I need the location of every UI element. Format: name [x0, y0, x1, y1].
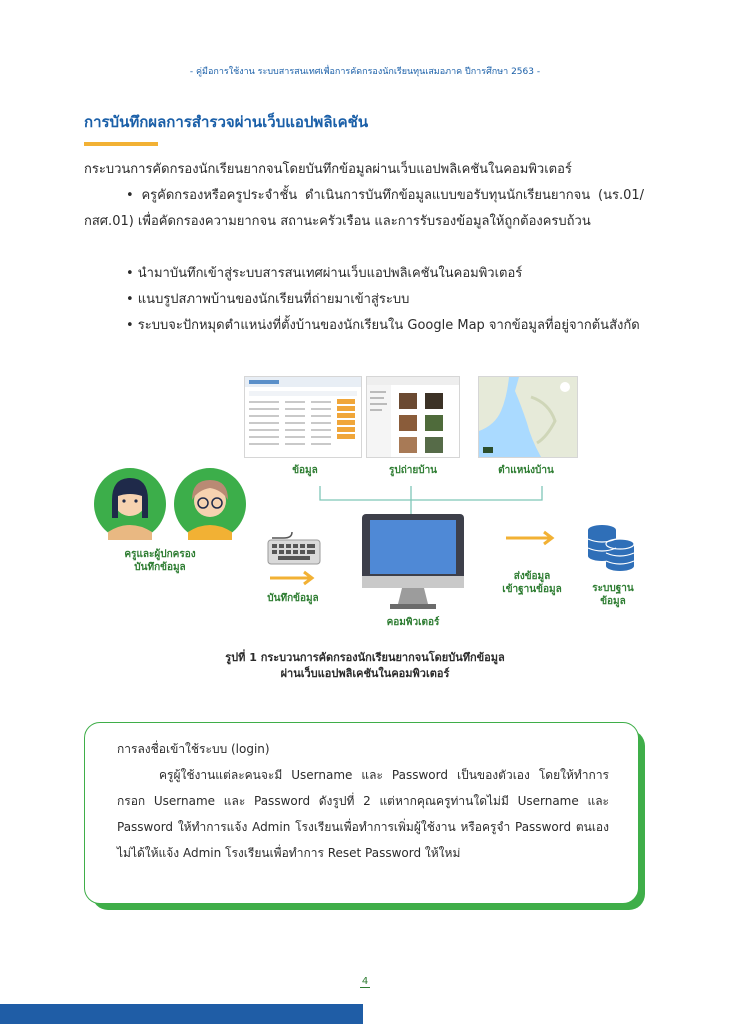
intro-paragraph: กระบวนการคัดกรองนักเรียนยากจนโดยบันทึกข้อมูลผ่านเว็บแอปพลิเคชันในคอมพิวเตอร์ — [84, 162, 572, 177]
location-map-screenshot-image — [479, 377, 577, 457]
section-title: การบันทึกผลการสำรวจผ่านเว็บแอปพลิเคชัน — [84, 113, 369, 131]
teachers-label-line1: ครูและผู้ปกครอง — [124, 549, 196, 560]
data-form-screenshot — [244, 376, 362, 458]
bullet-upload-system: • นำมาบันทึกเข้าสู่ระบบสารสนเทศผ่านเว็บแอปพลิเคชันในคอมพิวเตอร์ — [126, 266, 523, 281]
figure-caption-line2: ผ่านเว็บแอปพลิเคชันในคอมพิวเตอร์ — [280, 667, 450, 680]
login-box-title: การลงชื่อเข้าใช้ระบบ (login) — [117, 742, 270, 756]
location-label: ตำแหน่งบ้าน — [498, 465, 554, 476]
house-photo-screenshot-image — [367, 377, 459, 457]
page-number-value: 4 — [361, 976, 369, 987]
house-photo-screenshot — [366, 376, 460, 458]
figure-caption — [0, 650, 730, 682]
send-arrow-icon — [504, 530, 560, 546]
database-label — [578, 582, 648, 608]
computer-label: คอมพิวเตอร์ — [386, 617, 440, 628]
database-label-line2: ข้อมูล — [600, 596, 626, 607]
login-box-text: ครูผู้ใช้งานแต่ละคนจะมี Username และ Password เป็นของตัวเอง โดยให้ทำการกรอก Username และ Password ดังรูปที่ 2 แต่หากคุณครูท่านใดไม่มี Username และ Password ให้ทำการแจ้ง Admin โรงเรียนเพื่อทำการเพิ่มผู้ใช้งาน หรือครูจำ Password ตนเองไม่ได้ให้แจ้ง Admin โรงเรียนเพื่อทำการ Reset Password ให้ใหม่ — [117, 768, 609, 860]
page-number — [0, 976, 730, 987]
bullet-teacher-record: • ครูคัดกรองหรือครูประจำชั้น ดำเนินการบันทึกข้อมูลแบบขอรับทุนนักเรียนยากจน (นร.01/กสศ.01) เพื่อคัดกรองความยากจน สถานะครัวเรือน และการรับรองข้อมูลให้ถูกต้องครบถ้วน — [84, 188, 644, 229]
figure-caption-line1: รูปที่ 1 กระบวนการคัดกรองนักเรียนยากจนโดยบันทึกข้อมูล — [225, 651, 505, 664]
record-label: บันทึกข้อมูล — [267, 593, 319, 604]
data-form-screenshot-image — [245, 377, 361, 457]
send-label-line1: ส่งข้อมูล — [513, 571, 551, 582]
database-label-line1: ระบบฐาน — [592, 583, 634, 594]
page-header: - คู่มือการใช้งาน ระบบสารสนเทศเพื่อการคัดกรองนักเรียนทุนเสมอภาค ปีการศึกษา 2563 - — [189, 67, 541, 77]
database-icon — [584, 522, 638, 574]
parent-avatar — [174, 468, 246, 540]
footer-bar — [0, 1004, 363, 1024]
bullet-google-map: • ระบบจะปักหมุดตำแหน่งที่ตั้งบ้านของนักเรียนใน Google Map จากข้อมูลที่อยู่จากต้นสังกัด — [126, 318, 640, 333]
teachers-label-line2: บันทึกข้อมูล — [134, 562, 186, 573]
teachers-label — [108, 548, 212, 574]
teachers-illustration — [92, 466, 252, 546]
send-label-line2: เข้าฐานข้อมูล — [502, 584, 562, 595]
bullet-attach-photo: • แนบรูปสภาพบ้านของนักเรียนที่ถ่ายมาเข้าสู่ระบบ — [126, 292, 410, 307]
computer-icon — [360, 512, 466, 612]
data-label: ข้อมูล — [292, 465, 318, 476]
send-label — [494, 570, 570, 596]
teacher-avatar — [94, 468, 166, 540]
keyboard-icon — [264, 532, 324, 586]
title-underline — [84, 142, 158, 146]
photo-label: รูปถ่ายบ้าน — [388, 465, 438, 476]
location-map-screenshot — [478, 376, 578, 458]
